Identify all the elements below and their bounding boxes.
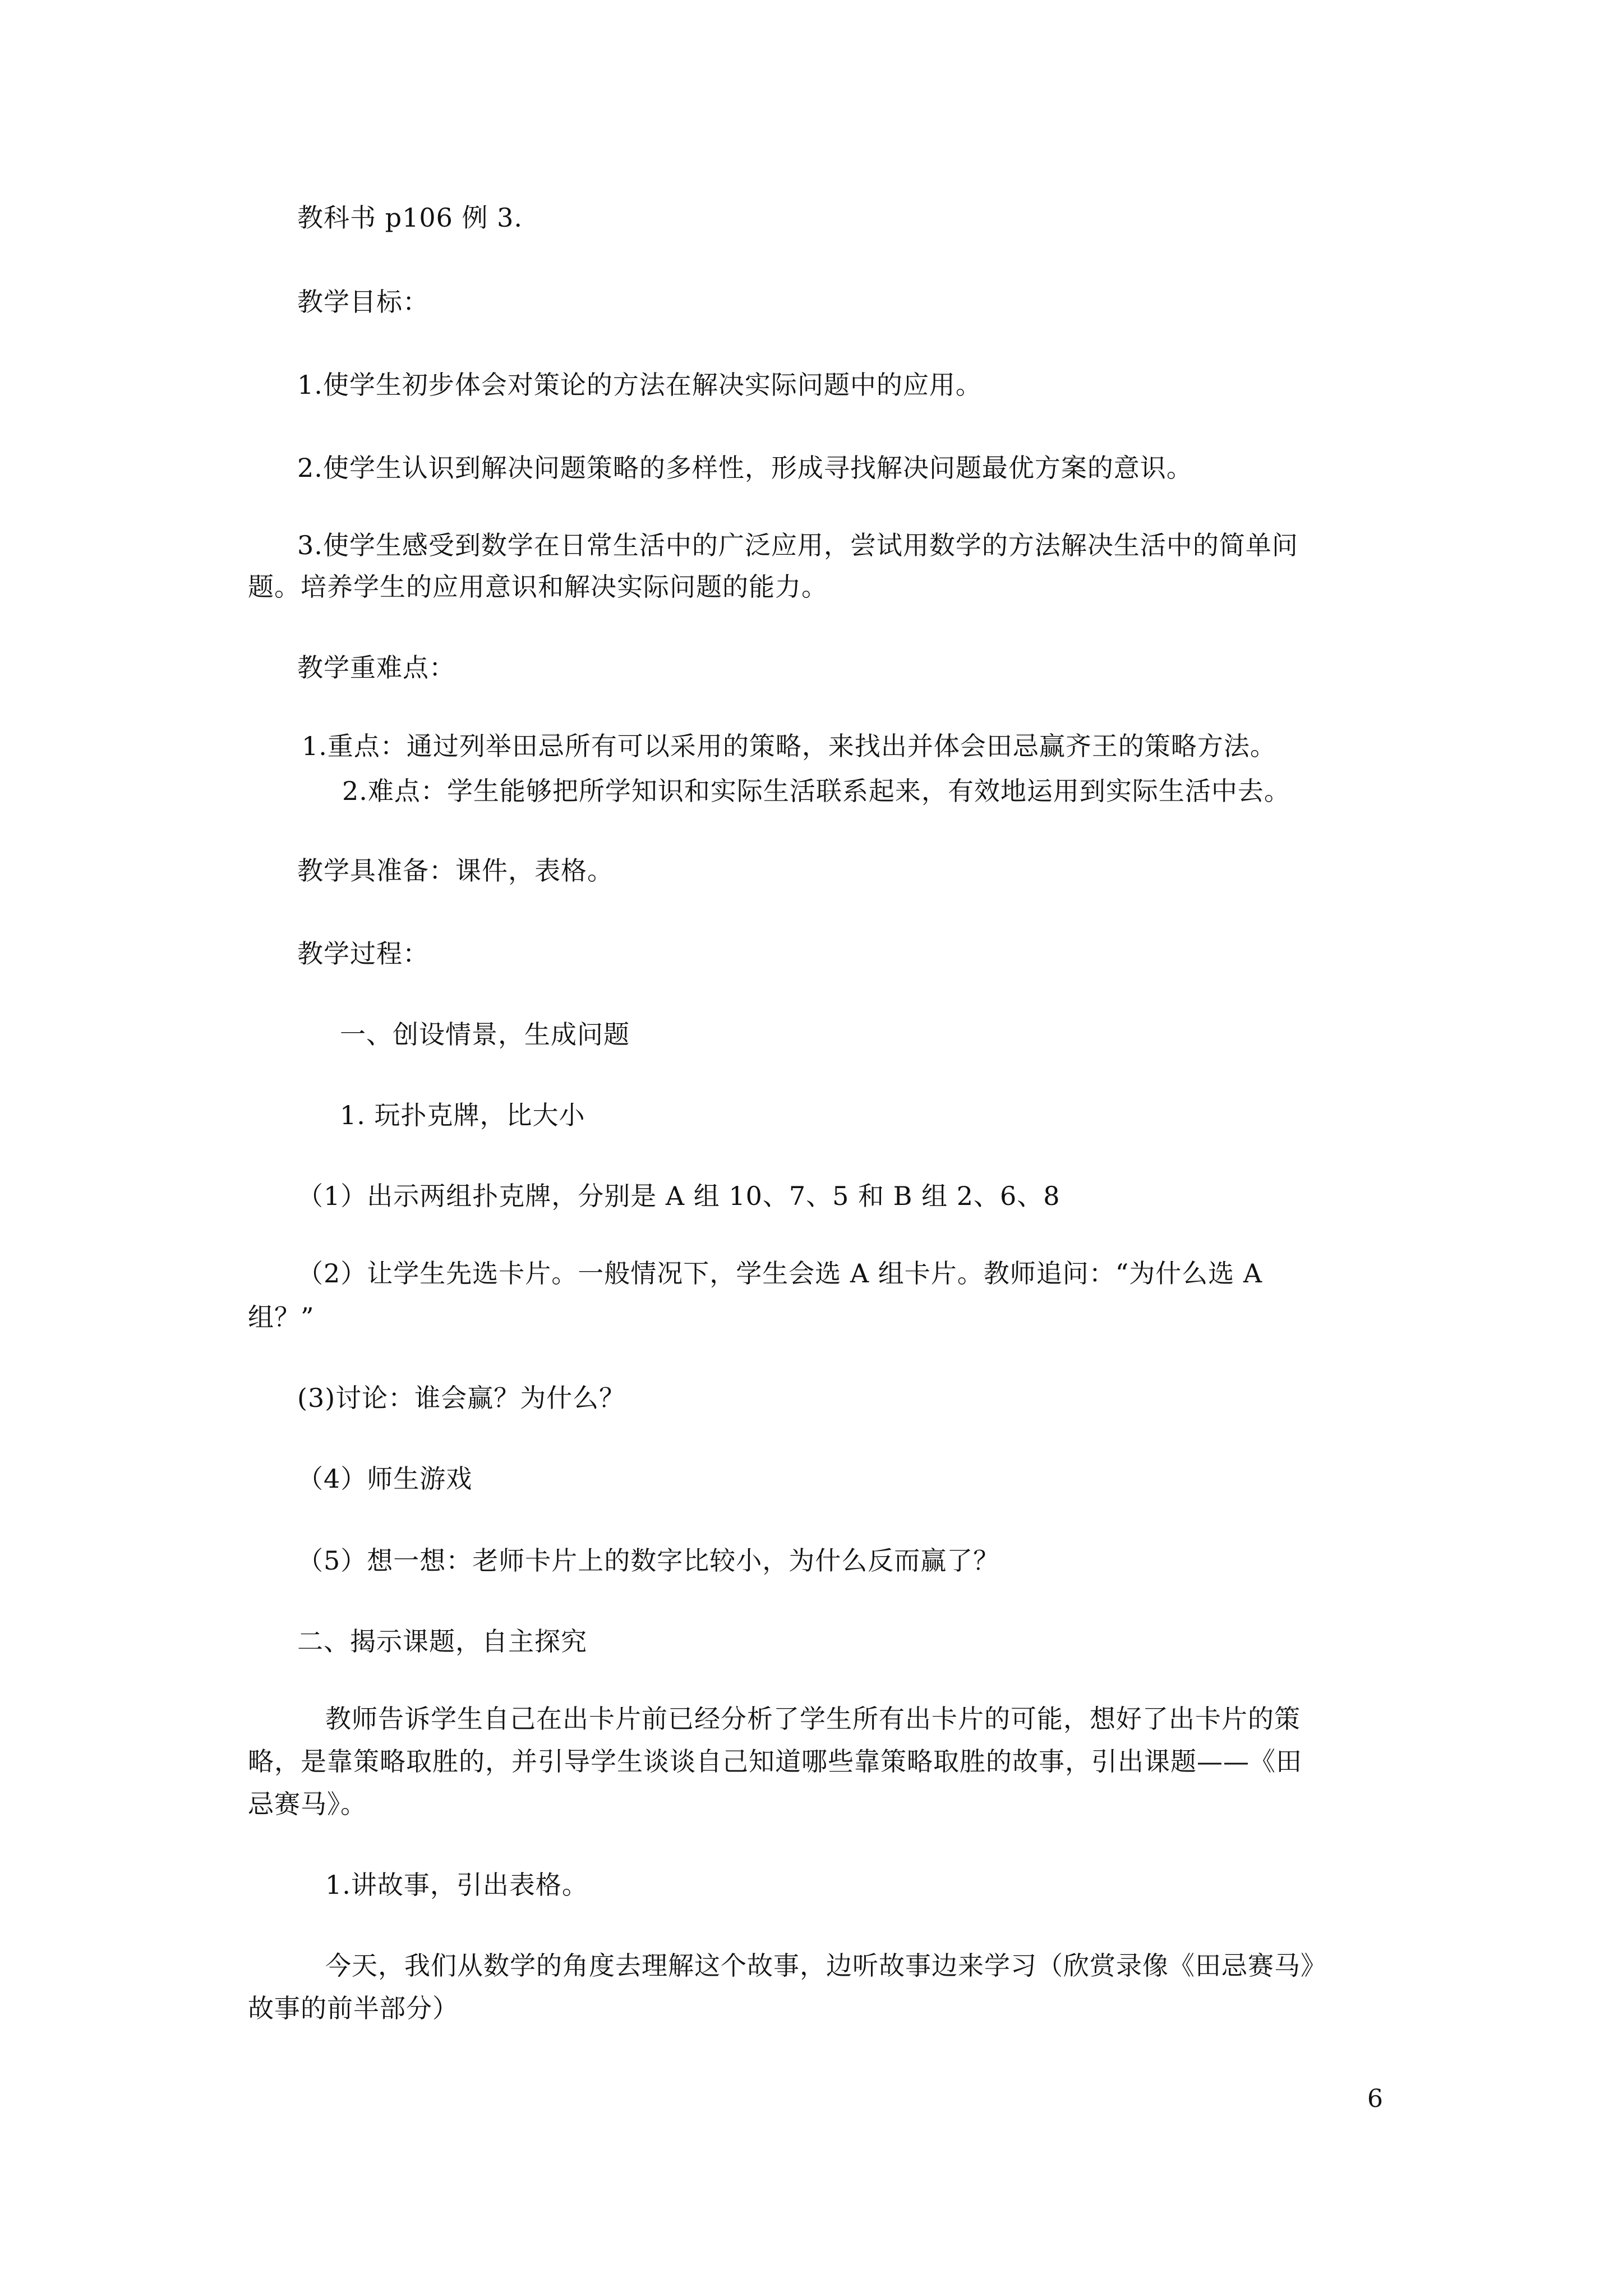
paragraph-line-1: 教师告诉学生自己在出卡片前已经分析了学生所有出卡片的可能，想好了出卡片的策 [325, 1704, 1301, 1734]
text-line-textbook-ref: 教科书 p106 例 3. [297, 203, 523, 233]
paragraph-line-3: 忌赛马》。 [248, 1789, 367, 1819]
section-heading-1: 一、创设情景，生成问题 [340, 1019, 630, 1050]
goal-item-3-line-2: 题。培养学生的应用意识和解决实际问题的能力。 [248, 572, 828, 602]
page-number: 6 [1367, 2085, 1383, 2113]
step-item-4: （4）师生游戏 [297, 1464, 473, 1494]
heading-key-difficult-points: 教学重难点： [297, 652, 455, 683]
step-item-5: （5）想一想：老师卡片上的数字比较小，为什么反而赢了？ [297, 1545, 1000, 1576]
key-point-item: 1.重点：通过列举田忌所有可以采用的策略，来找出并体会田忌赢齐王的策略方法。 [302, 731, 1276, 761]
paragraph-story-line-1: 今天，我们从数学的角度去理解这个故事，边听故事边来学习（欣赏录像《田忌赛马》 [325, 1950, 1327, 1981]
paragraph-line-2: 略，是靠策略取胜的，并引导学生谈谈自己知道哪些靠策略取胜的故事，引出课题——《田 [248, 1746, 1302, 1777]
heading-teaching-process: 教学过程： [297, 938, 429, 969]
step-item-1: （1）出示两组扑克牌，分别是 A 组 10、7、5 和 B 组 2、6、8 [297, 1181, 1061, 1211]
step-heading-1: 1. 玩扑克牌，比大小 [340, 1100, 585, 1130]
heading-teaching-goals: 教学目标： [297, 287, 429, 317]
difficult-point-item: 2.难点：学生能够把所学知识和实际生活联系起来，有效地运用到实际生活中去。 [342, 776, 1290, 806]
goal-item-1: 1.使学生初步体会对策论的方法在解决实际问题中的应用。 [297, 370, 982, 400]
step-item-2-line-2: 组？” [248, 1302, 315, 1332]
section-heading-2: 二、揭示课题，自主探究 [297, 1626, 587, 1657]
paragraph-story-line-2: 故事的前半部分） [248, 1993, 459, 2023]
step-heading-story: 1.讲故事，引出表格。 [325, 1870, 588, 1900]
goal-item-2: 2.使学生认识到解决问题策略的多样性，形成寻找解决问题最优方案的意识。 [297, 453, 1193, 483]
step-item-2-line-1: （2）让学生先选卡片。一般情况下，学生会选 A 组卡片。教师追问：“为什么选 A [297, 1258, 1263, 1289]
text-line-teaching-aids: 教学具准备：课件，表格。 [297, 855, 614, 886]
goal-item-3-line-1: 3.使学生感受到数学在日常生活中的广泛应用，尝试用数学的方法解决生活中的简单问 [297, 530, 1298, 560]
step-item-3: (3)讨论：谁会赢？为什么？ [297, 1383, 626, 1413]
